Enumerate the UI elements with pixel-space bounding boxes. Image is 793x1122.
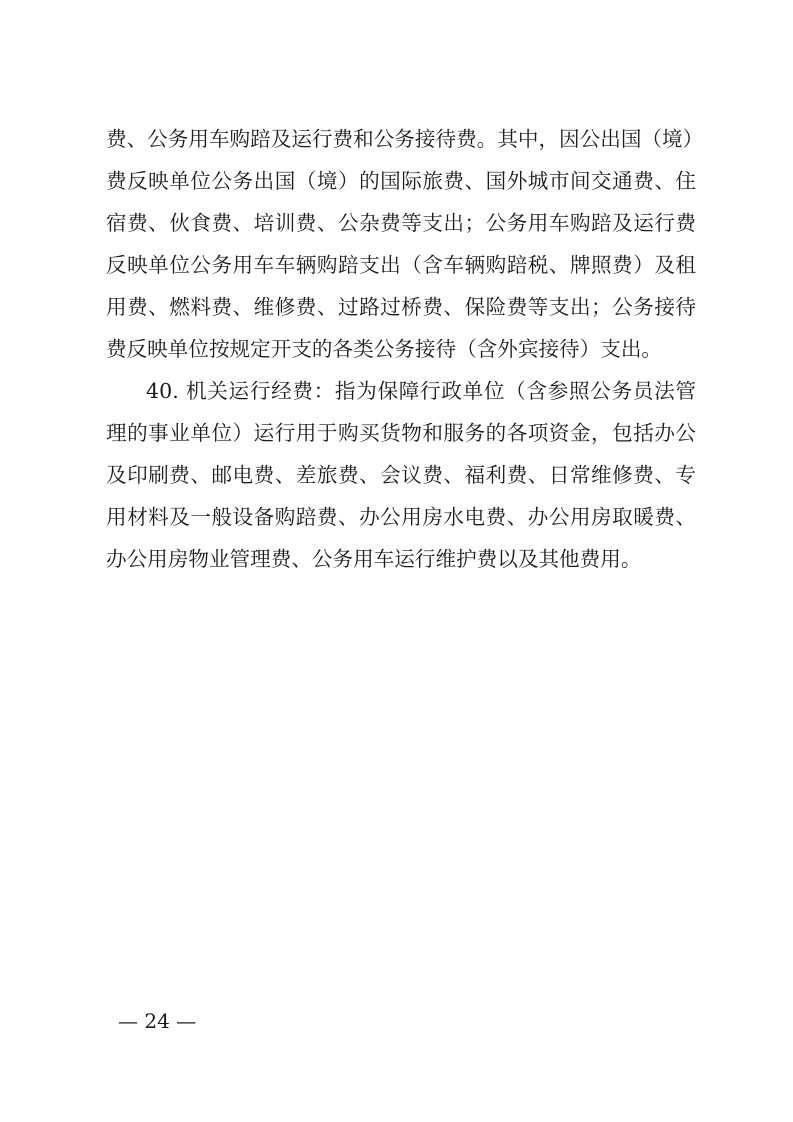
text-line: 反映单位公务用车车辆购踣支出（含车辆购踣税、牌照费）及租 [106, 253, 696, 277]
text-line: 费反映单位按规定开支的各类公务接待（含外宾接待）支出。 [106, 337, 663, 361]
text-line: 办公用房物业管理费、公务用车运行维护费以及其他费用。 [106, 547, 642, 571]
text-line: 宿费、伙食费、培训费、公杂费等支出；公务用车购踣及运行费 [106, 211, 696, 235]
text-line: 40. 机关运行经费：指为保障行政单位（含参照公务员法管 [146, 379, 696, 403]
text-line: 用材料及一般设备购踣费、办公用房水电费、办公用房取暖费、 [106, 505, 696, 529]
text-line: 费、公务用车购踣及运行费和公务接待费。其中，因公出国（境） [106, 127, 704, 151]
text-line: 用费、燃料费、维修费、过路过桥费、保险费等支出；公务接待 [106, 295, 696, 319]
page-number: — 24 — [118, 1009, 197, 1033]
text-line: 及印刷费、邮电费、差旅费、会议费、福利费、日常维修费、专 [106, 463, 696, 487]
text-line: 费反映单位公务出国（境）的国际旅费、国外城市间交通费、住 [106, 169, 696, 193]
text-line: 理的事业单位）运行用于购买货物和服务的各项资金，包括办公 [106, 421, 696, 445]
